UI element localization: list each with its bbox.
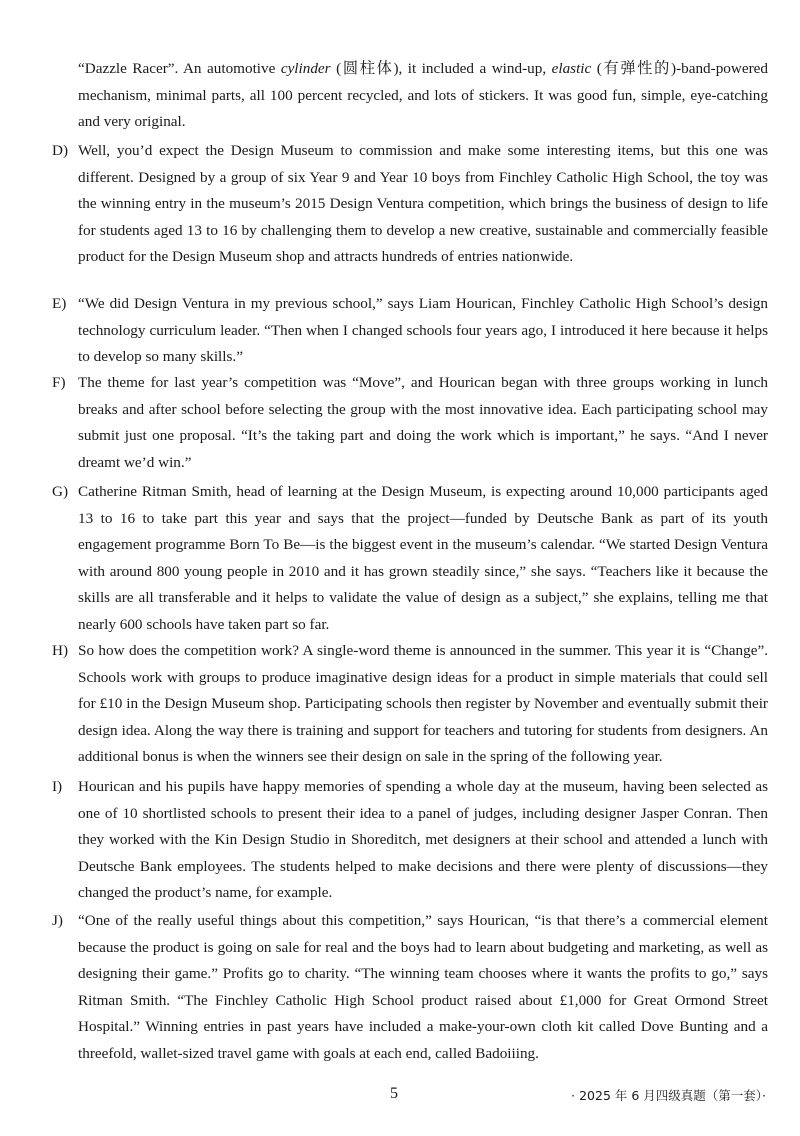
paragraph-f (52, 370, 768, 476)
paragraph-text: So how does the competition work? A single-word theme is announced in the summer. This year it is “Change”. Schools work with groups to produce imaginative design ideas for a product in simple materials that could sell for £10 in the Design Museum shop. Participating schools then register by November and eventually submit their design idea. Along the way there is training and support for teachers and tutoring for students from designers. An additional bonus is when the winners see their design on sale in the spring of the following year. (78, 642, 768, 765)
paragraph-letter: E) (52, 295, 67, 312)
paragraph-letter: H) (52, 642, 69, 659)
paragraph-d (52, 138, 768, 271)
intro-paragraph: “Dazzle Racer”. An automotive cylinder (圆柱体), it included a wind-up, elastic (有弹性的)-band-powered mechanism, minimal parts, all 100 percent recycled, and lots of stickers. It was good fun, simple, eye-catching and very original. (78, 60, 768, 130)
paragraph-g (52, 479, 768, 638)
exam-footer-note: · 2025 年 6 月四级真题（第一套）· (571, 1088, 766, 1103)
glossed-term: cylinder (280, 60, 331, 77)
paragraph-text: Hourican and his pupils have happy memories of spending a whole day at the museum, having been selected as one of 10 shortlisted schools to present their idea to a panel of judges, including designer Jasper Conran. Then they worked with the Kin Design Studio in Shoreditch, met designers at their school and attended a lunch with Deutsche Bank employees. The students helped to make decisions and there were plenty of discussions—they changed the product’s name, for example. (78, 778, 768, 901)
paragraph-text: Well, you’d expect the Design Museum to commission and make some interesting items, but this one was different. Designed by a group of six Year 9 and Year 10 boys from Finchley Catholic High School, the toy was the winning entry in the museum’s 2015 Design Ventura competition, which brings the business of design to life for students aged 13 to 16 by challenging them to develop a new creative, sustainable and commercially feasible product for the Design Museum shop and attracts hundreds of entries nationwide. (78, 142, 768, 265)
paragraph-letter: D) (52, 142, 69, 159)
paragraph-text: Catherine Ritman Smith, head of learning at the Design Museum, is expecting around 10,000 participants aged 13 to 16 to take part this year and says that the project—funded by Deutsche Bank as part of its youth engagement programme Born To Be—is the biggest event in the museum’s calendar. “We started Design Ventura with around 800 young people in 2010 and it has grown steadily since,” she says. “Teachers like it because the skills are all transferable and it helps to validate the value of design as a subject,” she explains, telling me that nearly 600 schools have taken part so far. (78, 483, 768, 633)
paragraph-letter: G) (52, 483, 69, 500)
paragraph-i (52, 774, 768, 907)
paragraph-j (52, 908, 768, 1067)
paragraph-e (52, 291, 768, 371)
paragraph-letter: I) (52, 778, 63, 795)
paragraph-letter: F) (52, 374, 66, 391)
paragraph-letter: J) (52, 912, 63, 929)
paragraph-text: The theme for last year’s competition was “Move”, and Hourican began with three groups working in lunch breaks and after school before selecting the group with the most innovative idea. Each participating school may submit just one proposal. “It’s the taking part and doing the work which is important,” he says. “And I never dreamt we’d win.” (78, 374, 768, 471)
paragraph-text: “We did Design Ventura in my previous school,” says Liam Hourican, Finchley Catholic High School’s design technology curriculum leader. “Then when I changed schools four years ago, I introduced it here because it helps to develop so many skills.” (78, 295, 768, 365)
page-number: 5 (390, 1085, 398, 1102)
paragraph-text: “One of the really useful things about this competition,” says Hourican, “is that there’s a commercial element because the product is going on sale for real and the boys had to learn about budgeting and marketing, as well as designing their game.” Profits go to charity. “The winning team chooses where it wants the profits to go,” says Ritman Smith. “The Finchley Catholic High School product raised about £1,000 for Great Ormond Street Hospital.” Winning entries in past years have included a make-your-own cloth kit called Dove Bunting and a threefold, wallet-sized travel game with goals at each end, called Badoiiing. (78, 912, 768, 1062)
glossed-term: elastic (551, 60, 592, 77)
paragraph-h (52, 638, 768, 771)
